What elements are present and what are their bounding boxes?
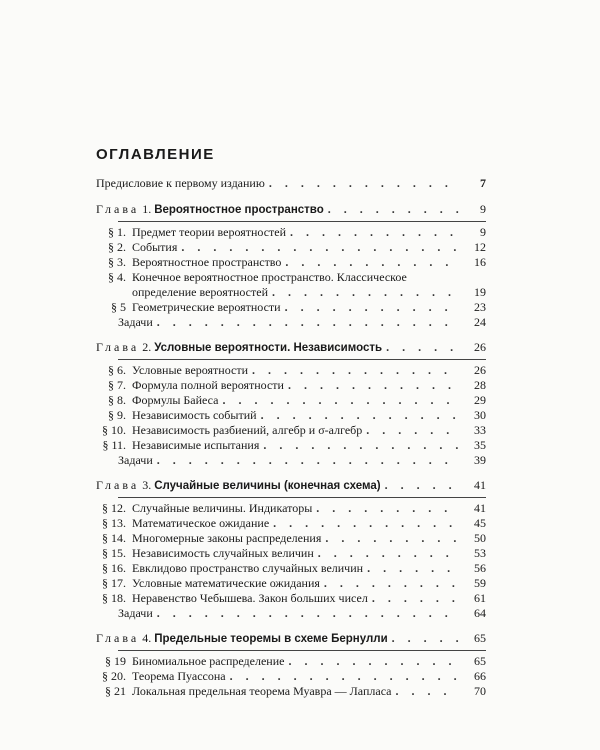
leader-dots xyxy=(288,378,460,393)
chapter-heading[interactable] xyxy=(96,202,486,218)
chapter-divider xyxy=(118,221,486,222)
toc-entry-section[interactable] xyxy=(96,531,486,546)
section-number: § 20. xyxy=(102,669,126,683)
chapter-heading[interactable] xyxy=(96,478,486,494)
chapter-title: Условные вероятности. Независимость xyxy=(154,342,383,354)
toc-entry-section[interactable] xyxy=(96,516,486,531)
toc-entry-section[interactable] xyxy=(96,669,486,684)
entry-page: 64 xyxy=(474,606,486,620)
page-title: ОГЛАВЛЕНИЕ xyxy=(96,146,215,163)
section-number: § 16. xyxy=(102,561,126,575)
chapter-number: 2. xyxy=(142,340,152,354)
entry-page: 23 xyxy=(474,300,486,314)
chapter-list xyxy=(96,202,486,699)
section-number: § 10. xyxy=(102,423,126,437)
entry-page: 28 xyxy=(474,378,486,392)
leader-dots xyxy=(181,240,460,255)
leader-dots xyxy=(285,255,460,270)
leader-dots xyxy=(285,300,460,315)
chapter-number: 4. xyxy=(142,631,152,645)
section-number: § 5 xyxy=(111,300,126,314)
toc-entry-tasks[interactable] xyxy=(96,453,486,468)
leader-dots xyxy=(157,453,460,468)
entry-title: Предмет теории вероятностей xyxy=(132,225,287,239)
chapter-number: 3. xyxy=(142,478,152,492)
chapter-page: 26 xyxy=(474,340,486,354)
leader-dots xyxy=(252,363,460,378)
section-number: § 19 xyxy=(105,654,126,668)
leader-dots xyxy=(273,516,460,531)
entry-title: Задачи xyxy=(118,315,153,329)
section-number: § 18. xyxy=(102,591,126,605)
entry-title: Независимые испытания xyxy=(132,438,260,452)
entry-page: 50 xyxy=(474,531,486,545)
chapter-divider xyxy=(118,359,486,360)
leader-dots xyxy=(261,408,460,423)
section-number: § 8. xyxy=(108,393,126,407)
entry-page: 7 xyxy=(480,176,486,190)
entry-page: 9 xyxy=(480,225,486,239)
toc-entry-tasks[interactable] xyxy=(96,606,486,621)
section-number: § 21 xyxy=(105,684,126,698)
leader-dots xyxy=(157,315,460,330)
entry-title: Независимость разбиений, алгебр и σ-алгебр xyxy=(132,423,363,437)
chapter-page: 41 xyxy=(474,478,486,492)
entry-title: Евклидово пространство случайных величин xyxy=(132,561,364,575)
entry-title: Конечное вероятностное пространство. Классическое xyxy=(132,270,407,284)
entry-page: 41 xyxy=(474,501,486,515)
toc-entry-section[interactable] xyxy=(96,270,486,285)
entry-page: 59 xyxy=(474,576,486,590)
toc-entry-section[interactable] xyxy=(96,423,486,438)
chapter-page: 65 xyxy=(474,631,486,645)
entry-page: 19 xyxy=(474,285,486,299)
leader-dots xyxy=(263,438,460,453)
leader-dots xyxy=(324,576,460,591)
entry-page: 16 xyxy=(474,255,486,269)
toc-entry-section[interactable] xyxy=(96,576,486,591)
entry-title: Случайные величины. Индикаторы xyxy=(132,501,313,515)
leader-dots xyxy=(272,285,460,300)
section-number: § 6. xyxy=(108,363,126,377)
entry-page: 12 xyxy=(474,240,486,254)
toc-entry-section[interactable] xyxy=(96,684,486,699)
entry-page: 61 xyxy=(474,591,486,605)
leader-dots xyxy=(372,591,460,606)
leader-dots xyxy=(222,393,460,408)
entry-title: Независимость событий xyxy=(132,408,257,422)
toc-entry-section[interactable] xyxy=(96,393,486,408)
toc-entry-section[interactable] xyxy=(96,363,486,378)
entry-title: Задачи xyxy=(118,453,153,467)
entry-title: События xyxy=(132,240,178,254)
leader-dots xyxy=(288,654,460,669)
entry-title: Биномиальное распределение xyxy=(132,654,285,668)
chapter-heading[interactable] xyxy=(96,631,486,647)
entry-title: Многомерные законы распределения xyxy=(132,531,322,545)
toc-entry-section[interactable] xyxy=(96,285,486,300)
toc-entry-section[interactable] xyxy=(96,501,486,516)
chapter-word: Глава xyxy=(96,202,140,216)
entry-page: 39 xyxy=(474,453,486,467)
leader-dots xyxy=(269,176,460,191)
section-number: § 2. xyxy=(108,240,126,254)
toc-entry-section[interactable] xyxy=(96,654,486,669)
section-number: § 7. xyxy=(108,378,126,392)
toc-entry-section[interactable] xyxy=(96,378,486,393)
leader-dots xyxy=(318,546,460,561)
section-number: § 13. xyxy=(102,516,126,530)
chapter-word: Глава xyxy=(96,478,140,492)
chapter-word: Глава xyxy=(96,631,140,645)
toc-entry-preface[interactable] xyxy=(96,176,486,192)
toc-entry-section[interactable] xyxy=(96,546,486,561)
entry-page: 35 xyxy=(474,438,486,452)
entry-page: 45 xyxy=(474,516,486,530)
section-number: § 9. xyxy=(108,408,126,422)
section-number: § 17. xyxy=(102,576,126,590)
entry-page: 70 xyxy=(474,684,486,698)
entry-title: Вероятностное пространство xyxy=(132,255,282,269)
entry-page: 30 xyxy=(474,408,486,422)
entry-page: 29 xyxy=(474,393,486,407)
section-number: § 4. xyxy=(108,270,126,284)
chapter-title: Случайные величины (конечная схема) xyxy=(154,480,381,492)
entry-page: 33 xyxy=(474,423,486,437)
leader-dots xyxy=(230,669,460,684)
section-number: § 15. xyxy=(102,546,126,560)
table-of-contents xyxy=(96,176,486,699)
entry-title: Неравенство Чебышева. Закон больших чисел xyxy=(132,591,368,605)
chapter-page: 9 xyxy=(480,202,486,216)
entry-page: 24 xyxy=(474,315,486,329)
leader-dots xyxy=(367,561,460,576)
toc-entry-section[interactable] xyxy=(96,300,486,315)
entry-title: Условные вероятности xyxy=(132,363,249,377)
toc-entry-section[interactable] xyxy=(96,438,486,453)
chapter-number: 1. xyxy=(142,202,152,216)
entry-title: Математическое ожидание xyxy=(132,516,270,530)
leader-dots xyxy=(392,631,460,646)
leader-dots xyxy=(386,340,460,355)
section-number: § 11. xyxy=(102,438,126,452)
section-number: § 1. xyxy=(108,225,126,239)
entry-page: 66 xyxy=(474,669,486,683)
entry-title: Формула полной вероятности xyxy=(132,378,284,392)
leader-dots xyxy=(396,684,460,699)
entry-title: Условные математические ожидания xyxy=(132,576,320,590)
entry-title: Теорема Пуассона xyxy=(132,669,226,683)
entry-title: Локальная предельная теорема Муавра — Лапласа xyxy=(132,684,392,698)
section-number: § 12. xyxy=(102,501,126,515)
chapter-title: Вероятностное пространство xyxy=(154,204,324,216)
toc-entry-tasks[interactable] xyxy=(96,315,486,330)
section-number: § 14. xyxy=(102,531,126,545)
section-number: § 3. xyxy=(108,255,126,269)
leader-dots xyxy=(366,423,460,438)
toc-entry-section[interactable] xyxy=(96,408,486,423)
chapter-word: Глава xyxy=(96,340,140,354)
chapter-title: Предельные теоремы в схеме Бернулли xyxy=(154,633,388,645)
entry-title: Задачи xyxy=(118,606,153,620)
toc-entry-section[interactable] xyxy=(96,561,486,576)
entry-page: 26 xyxy=(474,363,486,377)
entry-title: Геометрические вероятности xyxy=(132,300,281,314)
toc-entry-section[interactable] xyxy=(96,225,486,240)
entry-page: 56 xyxy=(474,561,486,575)
toc-entry-section[interactable] xyxy=(96,591,486,606)
entry-title: Независимость случайных величин xyxy=(132,546,314,560)
entry-title: определение вероятностей xyxy=(132,285,269,299)
leader-dots xyxy=(325,531,460,546)
entry-title: Формулы Байеса xyxy=(132,393,219,407)
toc-entry-section[interactable] xyxy=(96,255,486,270)
leader-dots xyxy=(157,606,460,621)
leader-dots xyxy=(385,478,460,493)
entry-page: 53 xyxy=(474,546,486,560)
entry-page: 65 xyxy=(474,654,486,668)
leader-dots xyxy=(290,225,460,240)
entry-title: Предисловие к первому изданию xyxy=(96,176,265,190)
leader-dots xyxy=(316,501,460,516)
leader-dots xyxy=(328,202,460,217)
toc-entry-section[interactable] xyxy=(96,240,486,255)
chapter-heading[interactable] xyxy=(96,340,486,356)
chapter-divider xyxy=(118,650,486,651)
chapter-divider xyxy=(118,497,486,498)
